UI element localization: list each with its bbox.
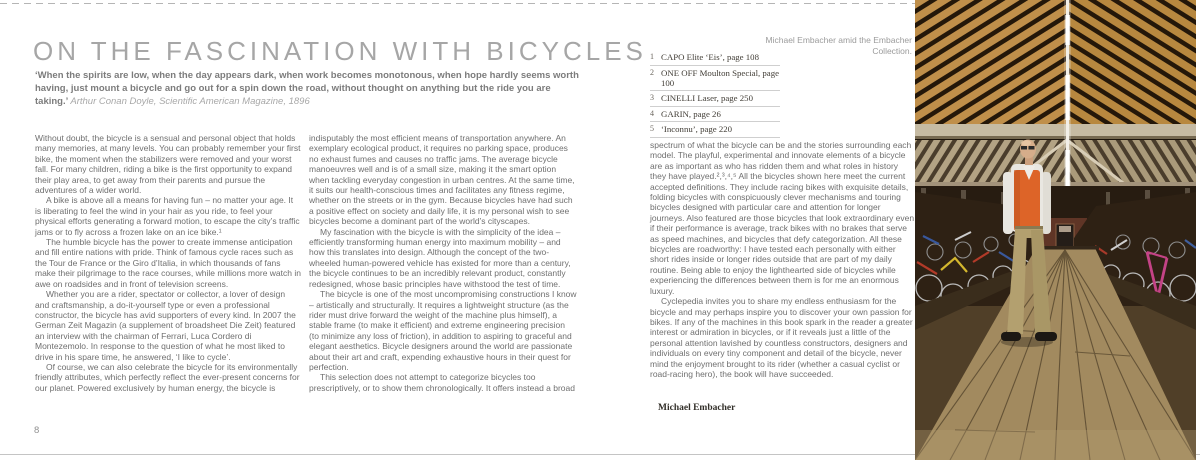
page-title: ON THE FASCINATION WITH BICYCLES [33, 36, 647, 66]
paragraph: Cyclepedia invites you to share my endless enthusiasm for the bicycle and may perhaps inspire you to discover your own passion for bikes. If any of the machines in this book spark in the reader a greater interest or admiration in bicycles, or if it reveals just a little of the personal attention lavished by countless constructors, designers and individuals on every tiny component and detail of the bicycle, never mind the enjoyment brought to its rider (whether a casual cyclist or road-racing hero), the book will have succeeded. [650, 296, 913, 379]
paragraph: indisputably the most efficient means of transportation anywhere. An exemplary ecological product, it requires no parking space, produces no exhaust fumes and causes no traffic jams. The average bicycle manoeuvres well and is of a small size, making it the smart option when tackling everyday congestion in urban centres. At the same time, it suits our health-conscious times and facilitates any fitness regime, whether on the streets or in the gym. Because bicycles have had such a positive effect on society and daily life, it is my personal wish to see bicycles become a dominant part of the world’s cityscapes. [309, 133, 575, 227]
paragraph: Of course, we can also celebrate the bicycle for its environmentally friendly attributes, which perfectly reflect the ever-present concerns for our planet. Powered exclusively by human energy, the bicycle is [35, 361, 300, 393]
epigraph-attribution: Arthur Conan Doyle, Scientific American Magazine, 1896 [70, 96, 310, 108]
paragraph: The bicycle is one of the most uncompromising constructions I know – artistically and structurally. It requires a lightweight structure (as the rider must drive forward the weight of the machine plus himself), a stable frame (to make it efficient) and extreme engineering precision (to minimize any loss of friction), in addition to aspiring to graceful and elegant aesthetics. Bicycle designers around the world are passionate about their art and craft, expending exhaustive hours in their quest for perfection. [309, 289, 577, 372]
figure-list [650, 50, 780, 138]
paragraph: spectrum of what the bicycle can be and the stories surrounding each model. The playful, experimental and innovate elements of a bicycle are as important as who has ridden them and what roles in history they have played.²,³,⁴,⁵ All the bicycles shown here meet the current accepted definitions. They include racing bikes with exquisite details, folding bicycles with conspicuously clever mechanisms and touring bicycles designed with particular care and attention for longer journeys. Also featured are those bicycles that look extraordinary even if their performance is average, track bikes with no brakes that serve as speed machines, and bicycles that defy categorization. All these bicycles are roadworthy: I have tested each personally with either short rides inside or longer rides outside that are part of my daily routine. Being able to enjoy the lighthearted side of bicycles while experiencing the differences between them is for me an enormous luxury. [650, 140, 915, 296]
photo-caption: Michael Embacher amid the Embacher Collection. [765, 35, 912, 56]
figure-list-item [650, 107, 780, 123]
author-signature: Michael Embacher [658, 403, 736, 413]
paragraph: This selection does not attempt to categorize bicycles too prescriptively, or to show them chronologically. It offers instead a broad [309, 372, 575, 393]
collection-photo [915, 0, 1196, 460]
figure-number: 4 [650, 108, 654, 118]
body-column-3 [650, 140, 916, 379]
paragraph: A bike is above all a means for having fun – no matter your age. It is liberating to feel the wind in your hair as you ride, to feel your physical efforts generating a forward motion, to escape the city’s traffic jams or to fly across a frozen lake on an ice bike.¹ [35, 195, 300, 237]
figure-label: CINELLI Laser, page 250 [661, 93, 753, 103]
body-column-1 [35, 133, 301, 393]
figure-number: 1 [650, 52, 654, 61]
figure-list-item [650, 91, 780, 107]
paragraph: My fascination with the bicycle is with the simplicity of the idea – efficiently transforming human energy into maximum mobility – and how this translates into design. Although the concept of the two-wheeled human-powered vehicle has existed for more than a century, the bicycle continues to be an incredibly relevant product, constantly redesigned, whose basic principles have withstood the test of time. [309, 226, 571, 289]
figure-list-item [650, 66, 780, 92]
paragraph: Without doubt, the bicycle is a sensual and personal object that holds many memories, at many levels. You can probably remember your first bike, the moment when the stabilizers were removed and your worst fall. For many children, riding a bike is the first opportunity to expand their play area, to get away from their parents and pursue the adventures of a wider world. [35, 133, 301, 196]
figure-label: ‘Inconnu’, page 220 [661, 124, 733, 134]
figure-number: 3 [650, 93, 654, 102]
figure-list-item [650, 122, 780, 138]
figure-number: 5 [650, 124, 654, 133]
body-column-2 [309, 133, 577, 393]
paragraph: The humble bicycle has the power to create immense anticipation and fill entire nations with pride. Think of famous cycle races such as the Tour de France or the Giro d’Italia, in which thousands of fans make their pilgrimage to the race courses, while millions more watch in awe on roadsides and in front of television screens. [35, 237, 301, 289]
figure-number: 2 [650, 67, 654, 77]
epigraph-quote: ‘When the spirits are low, when the day appears dark, when work becomes monotonous, when hope hardly seems worth having, just mount a bicycle and go out for a spin down the road, without thought on anything but the ride you are taking.’ [35, 70, 579, 108]
page-number: 8 [34, 425, 40, 436]
paragraph: Whether you are a rider, spectator or collector, a lover of design and craftsmanship, a do-it-yourself type or even a professional constructor, the bicycle has avid supporters of every kind. In 2007 the German Zeit Magazin (a supplement of broadsheet Die Zeit) featured an interview with the chairman of Ferrari, Luca Cordero di Montezemolo. In response to the question of what he most liked to drive in his spare time, he answered, ‘I like to cycle’. [35, 289, 296, 362]
figure-label: CAPO Elite ‘Eis’, page 108 [661, 52, 759, 62]
epigraph [35, 69, 580, 109]
figure-label: GARIN, page 26 [661, 108, 721, 119]
figure-label: ONE OFF Moulton Special, page 100 [661, 67, 780, 88]
